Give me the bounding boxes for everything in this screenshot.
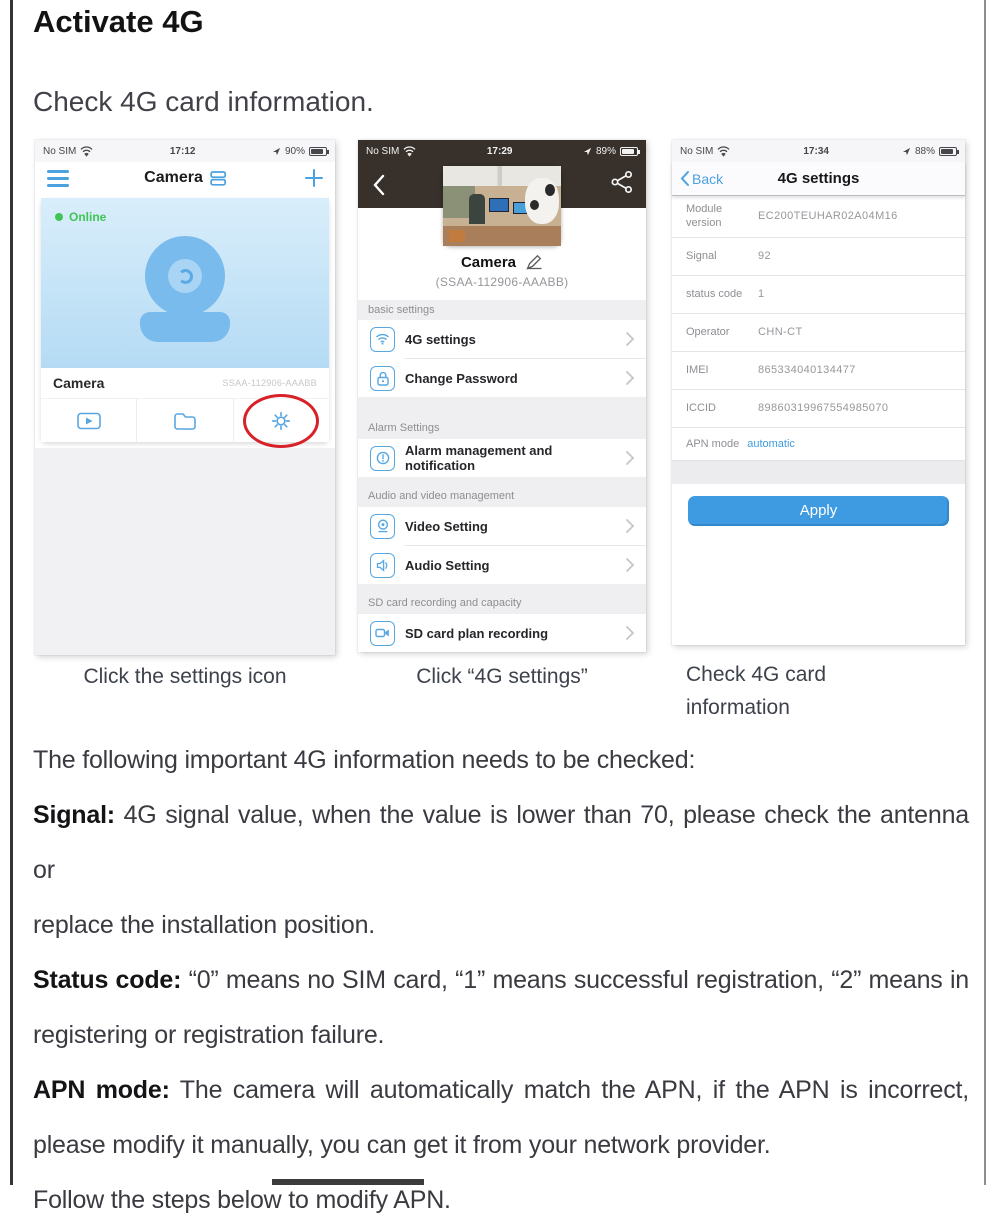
back-button[interactable] (680, 171, 723, 187)
field-row-module-version (672, 196, 965, 238)
menu-item-video-setting[interactable] (358, 507, 646, 545)
field-value: 1 (758, 288, 765, 301)
body-line-text: Follow the steps below to modify APN. (33, 1186, 451, 1214)
chevron-right-icon (626, 451, 634, 465)
caption-step-1: Click the settings icon (83, 665, 287, 688)
field-row-signal (672, 238, 965, 276)
body-line (33, 1173, 969, 1228)
chevron-right-icon (626, 332, 634, 346)
body-text (33, 733, 969, 1228)
battery-icon (620, 147, 638, 156)
list-view-toggle-icon[interactable] (210, 171, 226, 186)
body-line (33, 1118, 969, 1173)
online-label: Online (69, 210, 107, 224)
caption-step-3: Check 4G card information (686, 663, 827, 719)
camera-illustration (145, 236, 225, 316)
nav-title: Camera (144, 169, 203, 186)
menu-item-label: Change Password (405, 370, 518, 386)
alarm-message-button[interactable] (41, 399, 136, 442)
wifi-icon (403, 146, 416, 156)
video-camera-icon (370, 514, 395, 539)
field-value: 89860319967554985070 (758, 402, 889, 415)
online-dot (55, 213, 63, 221)
apn-mode-row (672, 428, 965, 460)
settings-dark-header (358, 140, 646, 208)
body-line (33, 733, 969, 788)
body-line-lead: APN mode: (33, 1076, 170, 1104)
field-row-imei (672, 352, 965, 390)
edit-pencil-icon[interactable] (526, 255, 543, 270)
battery-percent: 90% (284, 145, 305, 157)
status-bar (35, 140, 335, 162)
field-value: CHN-CT (758, 326, 803, 339)
body-line (33, 898, 969, 953)
menu-item-audio-setting[interactable] (358, 546, 646, 584)
next-screenshot-peek (272, 1179, 424, 1185)
page-left-border (10, 0, 13, 1185)
camera-serial: SSAA-112906-AAABB (222, 378, 317, 388)
settings-button[interactable] (233, 399, 329, 442)
sd-record-icon (370, 621, 395, 646)
menu-item-label: SD card plan recording (405, 625, 549, 641)
camera-name-row (41, 368, 329, 398)
caption-step-2: Click “4G settings” (416, 665, 588, 688)
camera-illustration-base (140, 312, 230, 342)
body-line-text: replace the installation position. (33, 911, 376, 939)
body-line-text: registering or registration failure. (33, 1021, 385, 1049)
body-line (33, 1063, 969, 1118)
body-line-text: “0” means no SIM card, “1” means successful registration, “2” means in (181, 966, 969, 994)
menu-item-change-password[interactable] (358, 359, 646, 397)
screenshot-4g-settings (672, 140, 965, 645)
hamburger-menu-icon[interactable] (47, 170, 69, 187)
wifi-icon (370, 327, 395, 352)
alarm-icon (370, 446, 395, 471)
section-header: Alarm Settings (358, 397, 646, 439)
app-nav-bar (35, 162, 335, 194)
apn-mode-value[interactable]: automatic (747, 437, 795, 450)
clock-label: 17:12 (169, 145, 196, 157)
chevron-right-icon (626, 519, 634, 533)
battery-percent: 89% (595, 145, 616, 157)
field-label: Signal (686, 249, 717, 262)
nav-title: 4G settings (777, 170, 860, 187)
empty-list-area (35, 448, 335, 655)
menu-item-label: Audio Setting (405, 557, 490, 573)
field-row-status-code (672, 276, 965, 314)
screenshot-camera-list (35, 140, 335, 655)
body-line-text: The camera will automatically match the APN, if the APN is incorrect, (169, 1076, 969, 1104)
share-icon[interactable] (610, 170, 634, 194)
field-label: status code (686, 287, 743, 300)
body-line-text: please modify it manually, you can get it from your network provider. (33, 1131, 771, 1159)
add-device-icon[interactable] (305, 169, 323, 187)
battery-icon (309, 147, 327, 156)
clock-label: 17:34 (803, 145, 829, 157)
carrier-label: No SIM (43, 145, 77, 157)
body-line-lead: Status code: (33, 966, 182, 994)
menu-item-4g-settings[interactable] (358, 320, 646, 358)
carrier-label: No SIM (366, 145, 400, 157)
alarm-message-icon (77, 411, 101, 431)
field-label: Module version (686, 203, 723, 230)
body-line-lead: Signal: (33, 801, 115, 829)
speaker-icon (370, 553, 395, 578)
field-value: 865334040134477 (758, 364, 856, 377)
empty-area (672, 526, 965, 645)
clock-label: 17:29 (486, 145, 513, 157)
field-label: IMEI (686, 363, 709, 376)
page-right-border (984, 0, 986, 1185)
body-line (33, 788, 969, 898)
status-bar (358, 140, 646, 162)
apply-button[interactable]: Apply (688, 496, 949, 526)
location-arrow-icon (583, 147, 592, 156)
section-header: Audio and video management (358, 477, 646, 507)
battery-percent: 88% (914, 145, 935, 157)
body-line-text: 4G signal value, when the value is lower than 70, please check the antenna or (33, 801, 969, 884)
apn-mode-label: APN mode (686, 437, 740, 450)
chevron-right-icon (626, 626, 634, 640)
menu-item-label: 4G settings (405, 331, 476, 347)
wifi-icon (717, 146, 730, 156)
camera-name: Camera (53, 375, 105, 391)
section-gap (672, 460, 965, 484)
camera-card[interactable] (41, 198, 329, 442)
camera-action-row (41, 398, 329, 442)
camera-snapshot-thumbnail[interactable] (443, 166, 561, 246)
menu-item-label: Alarm management and notification (405, 443, 553, 473)
back-label: Back (692, 170, 724, 187)
page-subtitle: Check 4G card information. (33, 86, 374, 117)
nav-bar (672, 162, 965, 196)
field-value: EC200TEUHAR02A04M16 (758, 210, 898, 223)
settings-gear-icon (270, 410, 292, 432)
menu-item-label: Video Setting (405, 518, 488, 534)
field-value: 92 (758, 250, 772, 263)
body-line-text: The following important 4G information needs to be checked: (33, 746, 696, 774)
body-line (33, 953, 969, 1008)
body-line (33, 1008, 969, 1063)
section-header: SD card recording and capacity (358, 584, 646, 614)
lock-icon (370, 366, 395, 391)
menu-item-sd-plan-recording[interactable] (358, 614, 646, 652)
camera-name: Camera (460, 254, 517, 271)
playback-folder-icon (173, 411, 197, 430)
field-row-iccid (672, 390, 965, 428)
field-label: ICCID (686, 401, 716, 414)
carrier-label: No SIM (680, 145, 714, 157)
playback-button[interactable] (136, 399, 232, 442)
battery-icon (939, 147, 957, 156)
location-arrow-icon (272, 147, 281, 156)
page-title: Activate 4G (33, 4, 204, 39)
section-header: basic settings (358, 300, 646, 320)
back-chevron-icon[interactable] (372, 174, 385, 196)
chevron-right-icon (626, 371, 634, 385)
camera-preview-area[interactable] (41, 198, 329, 368)
online-status-badge (55, 210, 106, 224)
field-label: Operator (686, 325, 730, 338)
location-arrow-icon (902, 147, 911, 156)
status-bar (672, 140, 965, 162)
camera-serial: (SSAA-112906-AAABB) (435, 275, 569, 289)
wifi-icon (80, 146, 93, 156)
apply-button-area (672, 484, 965, 526)
screenshot-camera-settings (358, 140, 646, 652)
menu-item-alarm-management[interactable] (358, 439, 646, 477)
chevron-right-icon (626, 558, 634, 572)
field-row-operator (672, 314, 965, 352)
